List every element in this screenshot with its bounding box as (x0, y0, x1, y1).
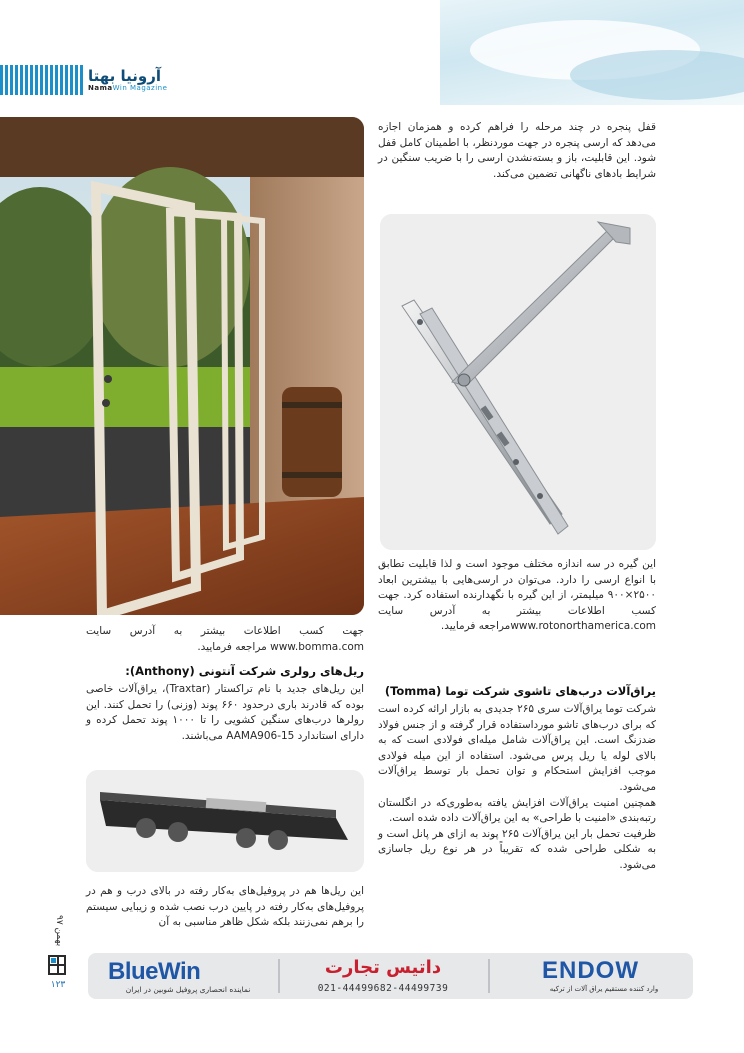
anthony-paragraph: این ریل‌های جدید با نام تراکستار (Traxtar)، یراق‌آلات خاصی بوده که قادرند باری درحدود ۶۶۰ پوند (وزنی) را تحمل کنند. این رولرها درب‌های سنگین کشویی را تا ۱۰۰۰ پوند تحمل کرده و دارای استاندارد AAMA906-15 می‌باشند. (86, 683, 364, 742)
window-icon (48, 955, 66, 975)
top-paragraph: قفل پنجره در چند مرحله را فراهم کرده و همزمان اجازه می‌دهد که ارسی پنجره در جهت موردنظر، با اطمینان کامل قفل شود. این قابلیت، باز و بسته‌نشدن ارسی را با ضریب سنگین در شرایط بادهای ناگهانی تضمین می‌کند. (378, 121, 656, 180)
endow-ad[interactable] (520, 953, 690, 999)
bomma-info-paragraph (86, 624, 364, 655)
tomma-section (378, 702, 656, 874)
issue-label: بهمن ۹۷ (54, 915, 64, 947)
datis-name: داتیس تجارت (324, 957, 442, 978)
header-sky-image (440, 0, 744, 105)
tomma-paragraph-2: همچنین امنیت یراق‌آلات افزایش یافته به‌طوری‌که در انگلستان رتبه‌بندی «امنیت با طراحی» به این یراق‌آلات داده شده است. (378, 796, 656, 825)
tomma-paragraph-3: ظرفیت تحمل بار این یراق‌آلات ۲۶۵ پوند به ازای هر پانل است و به شکلی طراحی شده که تقریباً در هر نوع ریل جاسازی می‌شود. (378, 827, 657, 871)
bomma-info-suffix: مراجعه فرمایید. (197, 640, 267, 653)
bomma-link[interactable]: www.bomma.com (270, 640, 364, 653)
bluewin-logo: BlueWin (108, 958, 201, 985)
datis-ad[interactable] (288, 953, 478, 999)
roto-info-text: جهت کسب اطلاعات بیشتر به آدرس سایت (378, 589, 656, 617)
folding-door-photo (0, 117, 364, 615)
bomma-info-text: جهت کسب اطلاعات بیشتر به آدرس سایت (86, 625, 364, 637)
magazine-subtitle: NamaWin Magazine (88, 84, 168, 92)
endow-logo: ENDOW (542, 957, 639, 984)
fasteners-text: این گیره در سه اندازه مختلف موجود است و لذا قابلیت تطابق با انواع ارسی را دارد. می‌توان در ارسی‌هایی با بیشترین ابعاد ۲۵۰۰×۹۰۰ میلیمتر، از این گیره با نگهدارنده استفاده کرد. (378, 558, 656, 602)
masthead-stripes (0, 65, 85, 95)
roller-rail-photo (86, 770, 364, 872)
magazine-logo: آرونیا بهتا (88, 67, 162, 85)
window-hinge-photo (380, 214, 656, 550)
fasteners-paragraph (378, 557, 656, 635)
advertising-bar (88, 953, 693, 999)
tomma-paragraph-1: شرکت توما یراق‌آلات سری ۲۶۵ جدیدی به بازار ارائه کرده است که برای درب‌های تاشو مورداستفاده قرار گرفته و از جنس فولاد ضدزنگ است. این یراق‌آلات شامل میله‌ای فولادی است که به بالای لوله یا ریل پرس می‌شود. استفاده از این میله فولادی موجب افزایش استحکام و توان تحمل بار توسط یراق‌آلات می‌شود. (378, 703, 656, 793)
roto-link[interactable]: www.rotonorthamerica.com (510, 620, 656, 633)
bottom-paragraph: این ریل‌ها هم در پروفیل‌های به‌کار رفته در بالای درب و هم در پروفیل‌های به‌کار رفته در پایین درب نصب شده و زیبایی سیستم را برهم نمی‌زنند بلکه شکل ظاهر مناسبی به آن (86, 885, 364, 929)
roto-info-suffix: مراجعه فرمایید. (440, 620, 511, 633)
endow-tagline: وارد کننده مستقیم یراق آلات از ترکیه (549, 985, 659, 993)
page-number: ۱۲۳ (50, 980, 66, 990)
datis-phone: 021-44499682-44499739 (317, 983, 449, 994)
tomma-heading: یراق‌آلات درب‌های تاشوی شرکت توما (Tomma) (384, 684, 656, 698)
bluewin-tagline: نماینده انحصاری پروفیل شوبین در ایران (125, 985, 251, 994)
anthony-heading: ریل‌های رولری شرکت آنتونی (Anthony): (125, 664, 364, 678)
bluewin-ad[interactable] (102, 953, 272, 999)
magazine-masthead (0, 65, 205, 95)
